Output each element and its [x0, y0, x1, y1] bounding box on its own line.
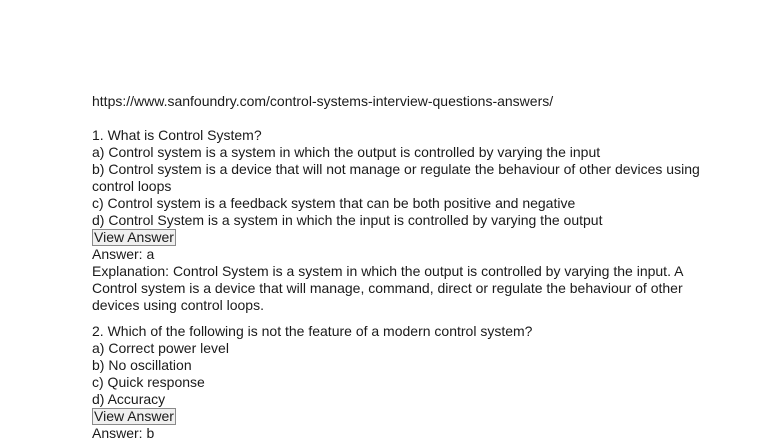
option-b: b) Control system is a device that will not manage or regulate the behaviour of other devices using control loops — [92, 161, 700, 194]
answer-text: Answer: b — [92, 425, 155, 441]
view-answer-button[interactable]: View Answer — [94, 408, 174, 424]
question-1 — [92, 127, 712, 314]
explanation-text: Explanation: Control System is a system in which the output is controlled by varying the input. A Control system is a device that will manage, command, direct or regulate the behaviour of other devices using control loops. — [92, 263, 683, 313]
question-title: 2. Which of the following is not the feature of a modern control system? — [92, 323, 533, 339]
question-title: 1. What is Control System? — [92, 127, 262, 143]
option-d: d) Accuracy — [92, 391, 166, 407]
option-c: c) Control system is a feedback system that can be both positive and negative — [92, 195, 576, 211]
option-d: d) Control System is a system in which the input is controlled by varying the output — [92, 212, 603, 228]
option-c: c) Quick response — [92, 374, 205, 390]
source-url: https://www.sanfoundry.com/control-systems-interview-questions-answers/ — [92, 93, 554, 109]
question-2 — [92, 323, 712, 441]
option-a: a) Correct power level — [92, 340, 229, 356]
answer-text: Answer: a — [92, 246, 155, 262]
page-content — [92, 93, 712, 441]
option-a: a) Control system is a system in which the output is controlled by varying the input — [92, 144, 601, 160]
option-b: b) No oscillation — [92, 357, 192, 373]
view-answer-button[interactable]: View Answer — [94, 229, 174, 245]
